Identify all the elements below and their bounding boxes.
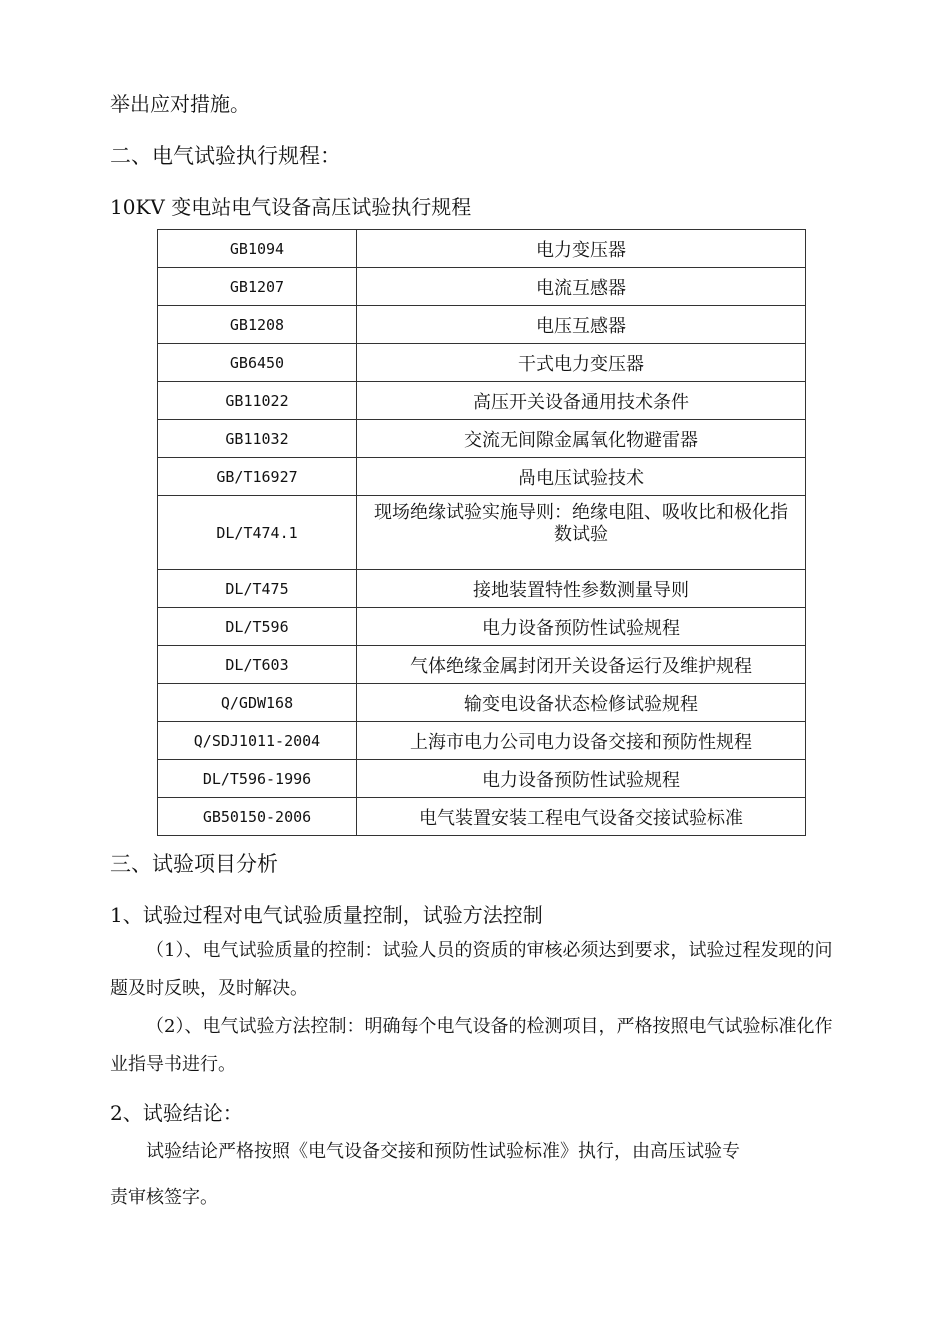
table-row (158, 344, 806, 382)
table-row (158, 458, 806, 496)
standard-code: GB50150-2006 (158, 798, 357, 836)
standard-name-cell (357, 496, 806, 570)
standard-name: 电压互感器 (357, 306, 806, 344)
standard-code: GB1207 (158, 268, 357, 306)
standard-name: 咼电压试验技术 (357, 458, 806, 496)
subsection-2-heading: 2、试验结论： (110, 1101, 243, 1125)
standard-code: GB11022 (158, 382, 357, 420)
standard-name: 电气装置安装工程电气设备交接试验标准 (357, 798, 806, 836)
conclusion-line-2: 责审核签字。 (110, 1187, 218, 1208)
standard-name: 电力设备预防性试验规程 (357, 760, 806, 798)
section-2-heading: 二、电气试验执行规程： (110, 144, 341, 168)
standard-name: 接地装置特性参数测量导则 (357, 570, 806, 608)
standard-name: 高压开关设备通用技术条件 (357, 382, 806, 420)
standard-name-continuation: 数试验 (554, 524, 608, 545)
standard-name-clip (357, 496, 805, 569)
standard-name: 交流无间隙金属氧化物避雷器 (357, 420, 806, 458)
section-3-heading: 三、试验项目分析 (110, 852, 278, 876)
conclusion-line-1: 试验结论严格按照《电气设备交接和预防性试验标准》执行，由高压试验专 (146, 1141, 740, 1162)
standard-code: GB6450 (158, 344, 357, 382)
paragraph-quality-control: （1）、电气试验质量的控制：试验人员的资质的审核必须达到要求，试验过程发现的问题及时反映，及时解决。 (110, 940, 833, 999)
table-row (158, 382, 806, 420)
standard-name: 气体绝缘金属封闭开关设备运行及维护规程 (357, 646, 806, 684)
table-row (158, 570, 806, 608)
standard-code: Q/SDJ1011-2004 (158, 722, 357, 760)
standard-name: 上海市电力公司电力设备交接和预防性规程 (357, 722, 806, 760)
standard-code: GB/T16927 (158, 458, 357, 496)
table-row (158, 760, 806, 798)
standard-code: GB11032 (158, 420, 357, 458)
table-title: 10KV 变电站电气设备高压试验执行规程 (110, 195, 472, 219)
standard-code: DL/T596 (158, 608, 357, 646)
standard-code: GB1208 (158, 306, 357, 344)
table-row (158, 684, 806, 722)
standard-code: DL/T475 (158, 570, 357, 608)
standard-code: DL/T596-1996 (158, 760, 357, 798)
standard-name: 干式电力变压器 (357, 344, 806, 382)
standard-name: 现场绝缘试验实施导则：绝缘电阻、吸收比和极化指 (374, 502, 788, 523)
standard-name: 电力设备预防性试验规程 (357, 608, 806, 646)
standard-code: Q/GDW168 (158, 684, 357, 722)
table-row (158, 496, 806, 570)
table-row (158, 230, 806, 268)
table-row (158, 798, 806, 836)
table-row (158, 268, 806, 306)
table-row (158, 420, 806, 458)
table-row (158, 646, 806, 684)
subsection-1-heading: 1、试验过程对电气试验质量控制，试验方法控制 (110, 903, 543, 927)
standard-code: GB1094 (158, 230, 357, 268)
table-row (158, 306, 806, 344)
table-row (158, 608, 806, 646)
paragraph-method-control: （2）、电气试验方法控制：明确每个电气设备的检测项目，严格按照电气试验标准化作业指导书进行。 (110, 1016, 833, 1075)
standard-name: 电力变压器 (357, 230, 806, 268)
standard-code: DL/T474.1 (158, 496, 357, 570)
standard-name: 输变电设备状态检修试验规程 (357, 684, 806, 722)
standard-name: 电流互感器 (357, 268, 806, 306)
standard-code: DL/T603 (158, 646, 357, 684)
table-row (158, 722, 806, 760)
standards-table (157, 229, 806, 836)
intro-tail-text: 举出应对措施。 (110, 92, 250, 116)
